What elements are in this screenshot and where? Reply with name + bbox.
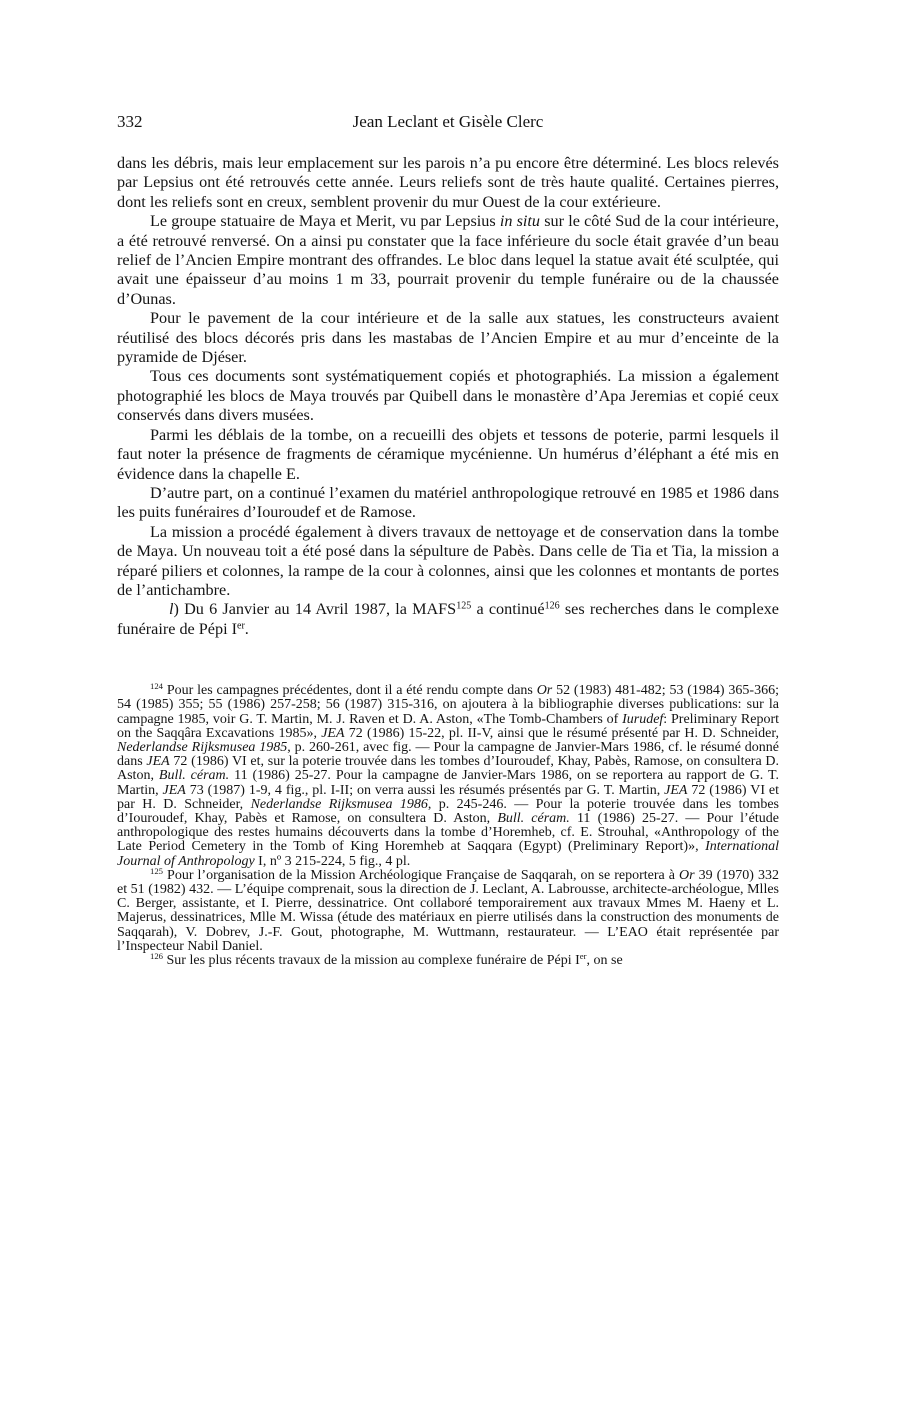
paragraph-8-text-d: . (244, 619, 249, 638)
paragraph-2-italic: in situ (499, 212, 541, 231)
footnote-number: 125 (150, 866, 164, 877)
footnote-text: Pour l’organisation de la Mission Archéologique Française de Saqqarah, on se reportera à (163, 867, 680, 883)
footnote-italic: Bull. céram. (158, 768, 230, 784)
footnote-text: , p. 260-261, avec fig. — Pour la campagne de Janvier-Mars 1986, cf. le résumé donné dans (117, 739, 780, 770)
footnote-text: 72 (1986) VI et, sur la poterie trouvée dans les tombes d’Iouroudef, Khay, Pabès, Ramose, on consultera D. Aston, (117, 754, 779, 784)
footnote-italic: Or (536, 683, 553, 699)
footnote-italic: Nederlandse Rijksmusea 1986 (250, 796, 428, 812)
paragraph-2-text-b: sur le côté Sud de la cour intérieure, a été retrouvé renversé. On a ainsi pu constater que la face inférieure du socle était gravée d’un beau relief de l’Ancien Empire montrant des offrandes. Le bloc dans lequel la statue avait été sculptée, qui avait une épaisseur d’au moins 1 m 33, pourrait provenir du temple funéraire ou de la chaussée d’Ounas. (117, 212, 779, 308)
footnote-ref-126[interactable]: 126 (544, 600, 560, 612)
footnote-italic: JEA (321, 725, 345, 741)
footnote-italic: JEA (146, 754, 170, 770)
footnote-text: I, nº 3 215-224, 5 fig., 4 pl. (254, 853, 411, 869)
footnote-italic: Bull. céram. (497, 810, 570, 826)
running-title: Jean Leclant et Gisèle Clerc (352, 112, 544, 131)
footnote-126 (117, 951, 779, 969)
footnote-italic: Nederlandse Rijksmusea 1985 (117, 739, 288, 755)
footnote-ref-125[interactable]: 125 (456, 600, 472, 612)
superscript-er: er (579, 951, 587, 962)
running-head (117, 112, 779, 140)
paragraph-8 (117, 600, 779, 639)
footnote-124 (117, 681, 780, 869)
paragraph-5: Parmi les déblais de la tombe, on a recueilli des objets et tessons de poterie, parmi lesquels il faut noter la présence de fragments de céramique mycénienne. Un humérus d’éléphant a été mis en évidence dans la chapelle E. (117, 425, 779, 483)
paragraph-6: D’autre part, on a continué l’examen du matériel anthropologique retrouvé en 1985 et 1986 dans les puits funéraires d’Iouroudef et de Ramose. (117, 483, 779, 522)
paragraph-4: Tous ces documents sont systématiquement copiés et photographiés. La mission a également photographié les blocs de Maya trouvés par Quibell dans le monastère d’Apa Jeremias et copié ceux conservés dans divers musées. (117, 367, 779, 425)
footnote-italic: Iurudef (622, 711, 664, 727)
body-text (117, 154, 779, 639)
footnote-text: Pour les campagnes précédentes, dont il a été rendu compte dans (163, 683, 537, 699)
footnote-italic: International Journal of Anthropology (117, 839, 779, 869)
footnote-text: , p. 245-246. — Pour la poterie trouvée dans les tombes d’Iouroudef, Khay, Pabès et Ramose, on consultera D. Aston, (117, 796, 780, 826)
footnote-text: : Preliminary Report on the Saqqâra Excavations 1985», (117, 711, 779, 741)
footnote-number: 124 (150, 681, 164, 692)
footnote-italic: JEA (664, 782, 688, 798)
footnote-text: 72 (1986) 15-22, pl. II-V, ainsi que le résumé présenté par H. D. Schneider, (344, 725, 779, 741)
footnote-text: , on se (586, 953, 623, 969)
footnotes (117, 681, 780, 969)
footnote-text: 52 (1983) 481-482; 53 (1984) 365-366; 54 (1985) 355; 55 (1986) 257-258; 56 (1987) 315-316, on ajoutera à la bibliographie diverses publications: sur la campagne 1985, voir G. T. Martin, M. J. Raven et D. A. Aston, «The Tomb-Chambers of (117, 683, 779, 727)
footnote-125 (117, 866, 779, 954)
footnote-number: 126 (150, 951, 164, 962)
footnote-text: 72 (1986) VI et par H. D. Schneider, (117, 782, 779, 812)
paragraph-2 (117, 212, 779, 309)
footnote-text: 11 (1986) 25-27. Pour la campagne de Janvier-Mars 1986, on se reportera au rapport de G. T. Martin, (117, 768, 780, 798)
page-number: 332 (117, 112, 143, 131)
footnote-italic: JEA (162, 782, 186, 798)
page (117, 112, 779, 968)
paragraph-3: Pour le pavement de la cour intérieure et de la salle aux statues, les constructeurs avaient réutilisé des blocs décorés pris dans les mastabas de l’Ancien Empire et au mur d’enceinte de la pyramide de Djéser. (117, 309, 779, 367)
paragraph-7: La mission a procédé également à divers travaux de nettoyage et de conservation dans la tombe de Maya. Un nouveau toit a été posé dans la sépulture de Pabès. Dans celle de Tia et Tia, la mission a réparé piliers et colonnes, la rampe de la cour à colonnes, ainsi que les colonnes et montants de portes de l’antichambre. (117, 522, 779, 599)
footnote-italic: Or (679, 867, 695, 883)
paragraph-1: dans les débris, mais leur emplacement sur les parois n’a pu encore être déterminé. Les blocs relevés par Lepsius ont été retrouvés cette année. Leurs reliefs sont de très haute qualité. Certaines pierres, dont les reliefs sont en creux, semblent provenir du mur Ouest de la cour extérieure. (117, 154, 779, 211)
paragraph-8-text-a: ) Du 6 Janvier au 14 Avril 1987, la MAFS (173, 600, 457, 619)
paragraph-2-text-a: Le groupe statuaire de Maya et Merit, vu par Lepsius (150, 212, 500, 231)
footnote-text: 39 (1970) 332 et 51 (1982) 432. — L’équipe comprenait, sous la direction de J. Leclant, A. Labrousse, architecte-archéologue, Mlles C. Berger, assistante, et I. Pierre, dessinatrice. Ont collaboré temporairement aux travaux Mmes M. Haeny et L. Majerus, dessinatrices, Mlle M. Wissa (étude des matériaux en pierre utilisés dans la construction des monuments de Saqqarah), V. Dobrev, J.-F. Gout, photographe, M. Wuttmann, restaurateur. — L’EAO était représentée par l’Inspecteur Nabil Daniel. (117, 867, 779, 954)
item-letter: l (169, 600, 174, 619)
paragraph-8-text-b: a continué (471, 600, 545, 619)
footnote-text: 11 (1986) 25-27. — Pour l’étude anthropologique des restes humains découverts dans la tombe d’Horemheb, cf. E. Strouhal, «Anthropology of the Late Period Cemetery in the Tomb of King Horemheb at Saqqara (Egypt) (Preliminary Report)», (117, 810, 779, 855)
footnote-text: Sur les plus récents travaux de la mission au complexe funéraire de Pépi I (163, 953, 580, 969)
footnote-text: 73 (1987) 1-9, 4 fig., pl. I-II; on verra aussi les résumés présentés par G. T. Martin, (185, 782, 665, 798)
superscript-er: er (237, 620, 245, 632)
paragraph-8-text-c: ses recherches dans le complexe funéraire de Pépi I (117, 600, 779, 638)
